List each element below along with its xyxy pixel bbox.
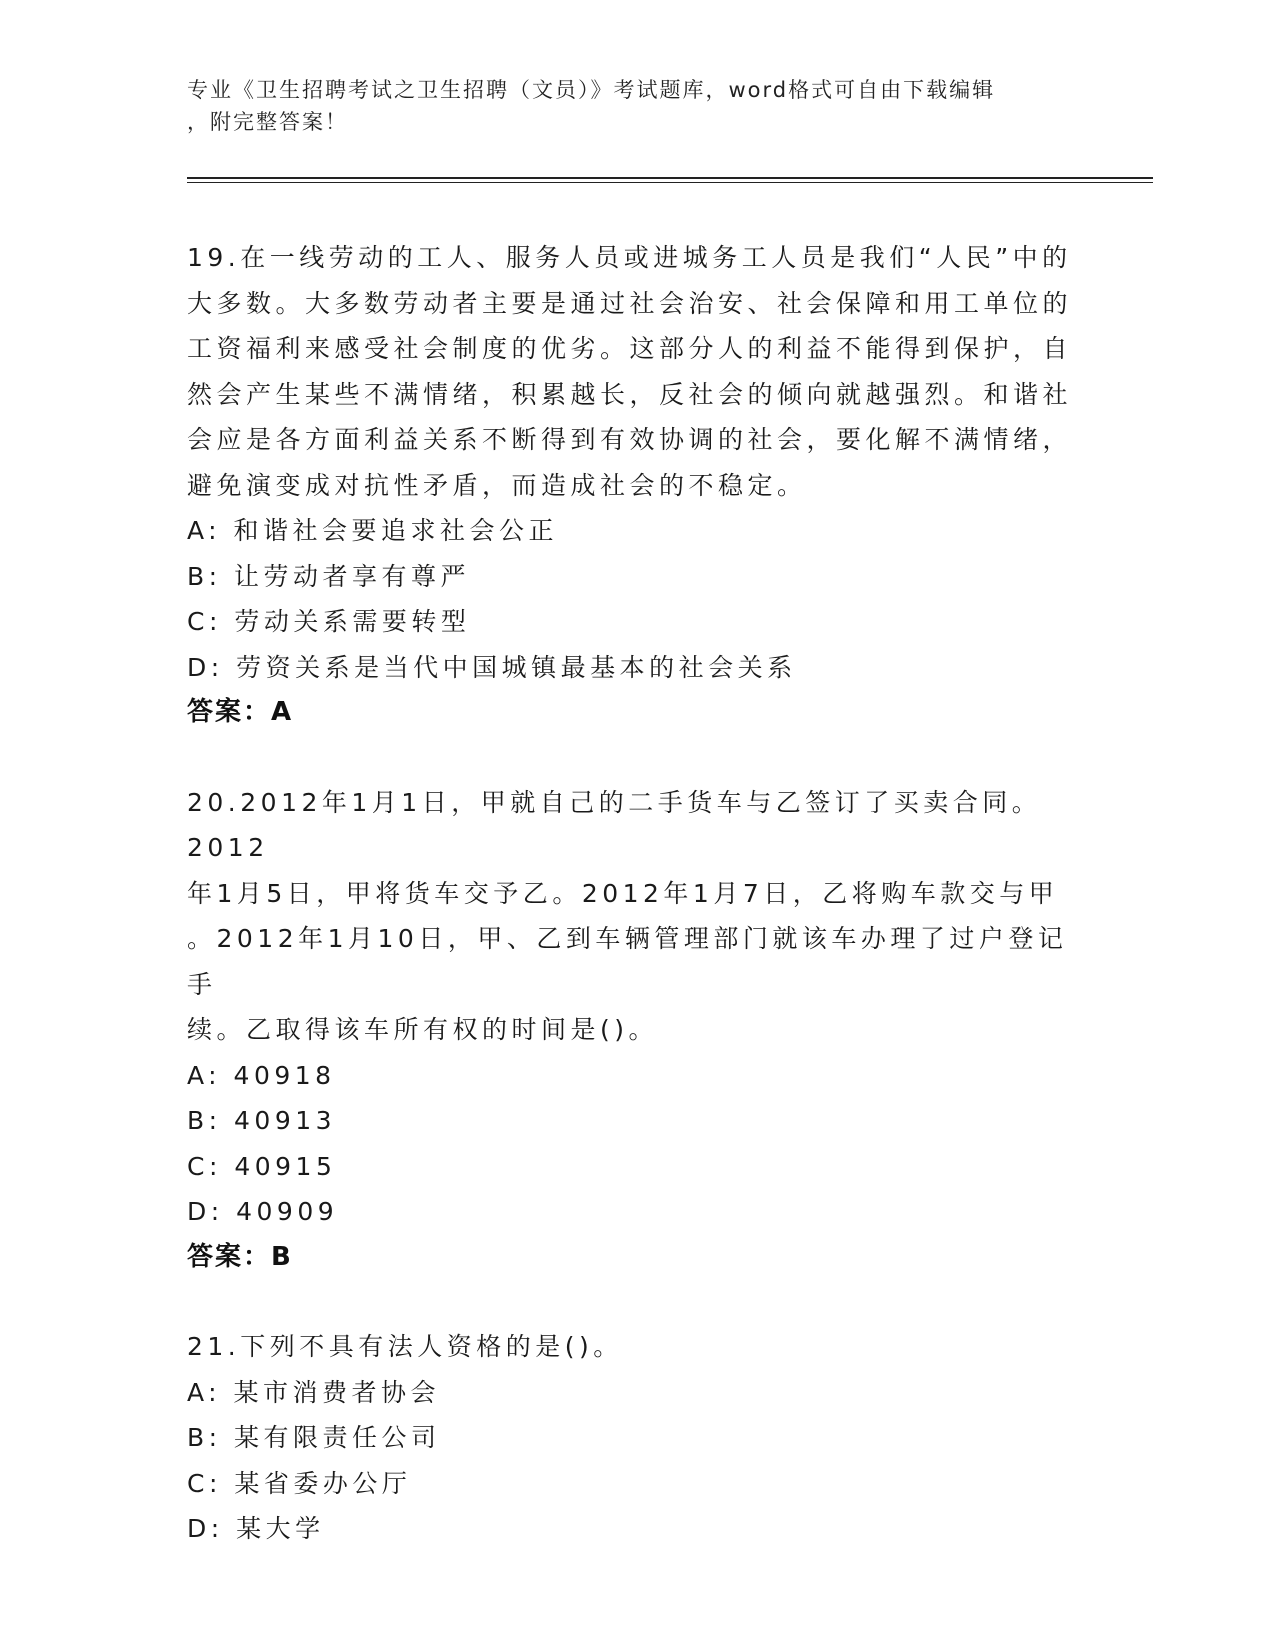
option-d: D: 某大学 (187, 1514, 325, 1543)
spacer (187, 1280, 1087, 1324)
option-a: A: 40918 (187, 1060, 336, 1090)
header-line-1: 专业《卫生招聘考试之卫生招聘（文员）》考试题库，word格式可自由下载编辑 (187, 78, 996, 102)
option-d: D: 40909 (187, 1197, 339, 1226)
question-text-line: 工资福利来感受社会制度的优劣。这部分人的利益不能得到保护，自 (187, 334, 1073, 363)
header-line-2: ，附完整答案！ (187, 110, 348, 134)
question-text-line: 会应是各方面利益关系不断得到有效协调的社会，要化解不满情绪， (187, 425, 1073, 454)
question-list (187, 235, 1087, 1552)
option-c: C: 某省委办公厅 (187, 1468, 412, 1498)
spacer (187, 736, 1087, 780)
option-b: B: 某有限责任公司 (187, 1423, 441, 1452)
question-text-line: 19.在一线劳动的工人、服务人员或进城务工人员是我们“人民”中的 (187, 243, 1072, 272)
option-a: A: 和谐社会要追求社会公正 (187, 516, 559, 545)
question-text-line: 大多数。大多数劳动者主要是通过社会治安、社会保障和用工单位的 (187, 288, 1073, 318)
option-b: B: 让劳动者享有尊严 (187, 561, 471, 591)
question-text-line: 。2012年1月10日，甲、乙到车辆管理部门就该车办理了过户登记手 (187, 924, 1068, 999)
header-rule-thin (187, 182, 1153, 183)
option-d: D: 劳资关系是当代中国城镇最基本的社会关系 (187, 652, 797, 682)
question-text-line: 21.下列不具有法人资格的是()。 (187, 1332, 623, 1361)
option-b: B: 40913 (187, 1106, 337, 1135)
question-21 (187, 1324, 1087, 1552)
question-text-line: 然会产生某些不满情绪，积累越长，反社会的倾向就越强烈。和谐社 (187, 379, 1073, 409)
question-19 (187, 235, 1087, 736)
option-c: C: 40915 (187, 1151, 337, 1181)
answer-label: 答案：B (187, 1241, 293, 1272)
page-header (187, 74, 1067, 138)
question-text-line: 避免演变成对抗性矛盾，而造成社会的不稳定。 (187, 470, 807, 500)
question-text-line: 续。乙取得该车所有权的时间是()。 (187, 1015, 659, 1044)
answer-label: 答案：A (187, 697, 294, 727)
question-text-line: 年1月5日，甲将货车交予乙。2012年1月7日，乙将购车款交与甲 (187, 878, 1059, 908)
header-rule-thick (187, 177, 1153, 179)
question-20 (187, 780, 1087, 1281)
option-a: A: 某市消费者协会 (187, 1377, 441, 1407)
question-text-line: 20.2012年1月1日，甲就自己的二手货车与乙签订了买卖合同。2012 (187, 787, 1042, 862)
option-c: C: 劳动关系需要转型 (187, 607, 471, 636)
